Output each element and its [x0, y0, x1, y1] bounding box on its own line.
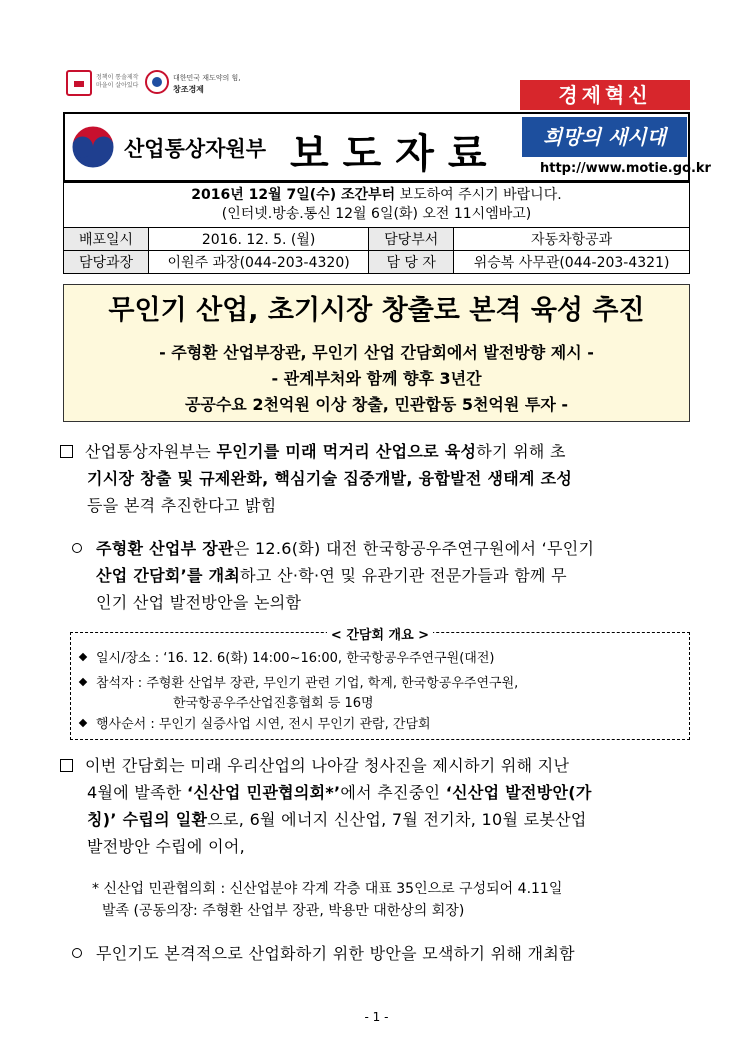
overview-item-attendees-cont: 한국항공우주산업진흥협회 등 16명 [173, 696, 374, 711]
overview-item-attendees [80, 675, 518, 693]
department-label: 담당부서 [369, 228, 454, 251]
text: * 신산업 민관협의회 : 신산업분야 각계 각층 대표 35인으로 구성되어 4.11일 [92, 881, 563, 897]
department-value: 자동차항공과 [454, 228, 690, 251]
text: 발전방안 수립에 이어, [87, 837, 245, 856]
campaign-logo-text: 정책이 통솔제작 마을이 살아있다 [96, 74, 139, 89]
paragraph-3 [60, 752, 592, 860]
text-bold: ‘신산업 민관협의회*’ [187, 783, 341, 802]
text: 하고 산·학·연 및 유관기관 전문가들과 함께 무 [240, 566, 567, 585]
text: 인기 산업 발전방안을 논의함 [96, 593, 302, 612]
diamond-bullet-icon [79, 719, 87, 727]
page-title: 보도자료 [290, 131, 501, 177]
text: 일시/장소 : ‘16. 12. 6(화) 14:00~16:00, 한국항공우주연구원(대전) [96, 651, 495, 666]
text: 산업통상자원부는 [85, 442, 217, 461]
release-date-value: 2016. 12. 5. (월) [149, 228, 369, 251]
category-tag: 경제혁신 [520, 80, 690, 110]
headline-title: 무인기 산업, 초기시장 창출로 본격 육성 추진 [108, 295, 645, 326]
overview-item-program [80, 716, 431, 734]
text: 등을 본격 추진한다고 밝힘 [87, 496, 277, 515]
embargo-note [64, 183, 690, 228]
text-bold: 무인기를 미래 먹거리 산업으로 육성 [216, 442, 477, 461]
campaign-mark-icon [66, 70, 92, 96]
text: < 간담회 개요 > [327, 628, 433, 643]
circle-bullet-icon [72, 543, 82, 553]
text-bold: 칭)’ 수립의 일환 [87, 810, 208, 829]
diamond-bullet-icon [79, 678, 87, 686]
text-bold: ‘신산업 발전방안(가 [445, 783, 592, 802]
creative-economy-name: 창조경제 [173, 85, 204, 94]
meeting-overview-title [70, 624, 690, 643]
text: 에서 추진중인 [340, 783, 446, 802]
taegeuk-emblem-icon [70, 124, 116, 170]
release-date-label: 배포일시 [64, 228, 149, 251]
ministry-url[interactable]: http://www.motie.go.kr [540, 161, 711, 176]
text: 은 12.6(화) 대전 한국항공우주연구원에서 ‘무인기 [233, 539, 595, 558]
gov-campaign-logo [66, 70, 138, 96]
text-bold: 기시장 창출 및 규제완화, 핵심기술 집중개발, 융합발전 생태계 조성 [87, 469, 573, 488]
text: 이번 간담회는 미래 우리산업의 나아갈 청사진을 제시하기 위해 지난 [85, 756, 570, 775]
text-bold: 산업 간담회’를 개최 [96, 566, 241, 585]
headline-subtitle-3: 공공수요 2천억원 이상 창출, 민관합동 5천억원 투자 - [184, 395, 569, 414]
manager-value: 이원주 과장(044-203-4320) [149, 251, 369, 274]
staff-label: 담 당 자 [369, 251, 454, 274]
text: 4월에 발족한 [87, 783, 188, 802]
text: 으로, 6월 에너지 신산업, 7월 전기차, 10월 로봇산업 [207, 810, 587, 829]
paragraph-1 [60, 438, 572, 519]
square-bullet-icon [60, 445, 73, 458]
slogan-banner: 희망의 새시대 [522, 117, 687, 157]
diamond-bullet-icon [79, 653, 87, 661]
text: 무인기도 본격적으로 산업화하기 위한 방안을 모색하기 위해 개최함 [96, 944, 575, 963]
text: 참석자 : 주형환 산업부 장관, 무인기 관련 기업, 학계, 한국항공우주연구원, [96, 676, 519, 691]
release-info-table [63, 182, 690, 274]
headline-subtitle-1: - 주형환 산업부장관, 무인기 산업 간담회에서 발전방향 제시 - [159, 343, 594, 362]
overview-item-datetime [80, 650, 494, 668]
text: 발족 (공동의장: 주형환 산업부 장관, 박용만 대한상의 회장) [102, 903, 465, 919]
creative-economy-tagline: 대한민국 재도약의 힘, [173, 74, 241, 82]
circle-bullet-icon [72, 948, 82, 958]
embargo-online-note: (인터넷.방송.통신 12월 6일(화) 오전 11시엠바고) [221, 206, 532, 222]
paragraph-2 [72, 535, 594, 616]
text: 행사순서 : 무인기 실증사업 시연, 전시 무인기 관람, 간담회 [96, 717, 431, 732]
headline-subtitle-2: - 관계부처와 함께 향후 3년간 [271, 369, 482, 388]
embargo-text: 보도하여 주시기 바랍니다. [395, 187, 562, 203]
square-bullet-icon [60, 759, 73, 772]
manager-label: 담당과장 [64, 251, 149, 274]
staff-value: 위승복 사무관(044-203-4321) [454, 251, 690, 274]
creative-economy-icon [145, 70, 169, 94]
paragraph-4 [72, 940, 575, 967]
page-number: - 1 - [364, 1010, 389, 1024]
text-bold: 주형환 산업부 장관 [96, 539, 234, 558]
footnote [92, 878, 562, 922]
creative-economy-logo [145, 70, 255, 98]
ministry-name: 산업통상자원부 [124, 137, 267, 161]
embargo-date: 2016년 12월 7일(수) 조간부터 [191, 187, 396, 203]
text: 하기 위해 초 [476, 442, 566, 461]
